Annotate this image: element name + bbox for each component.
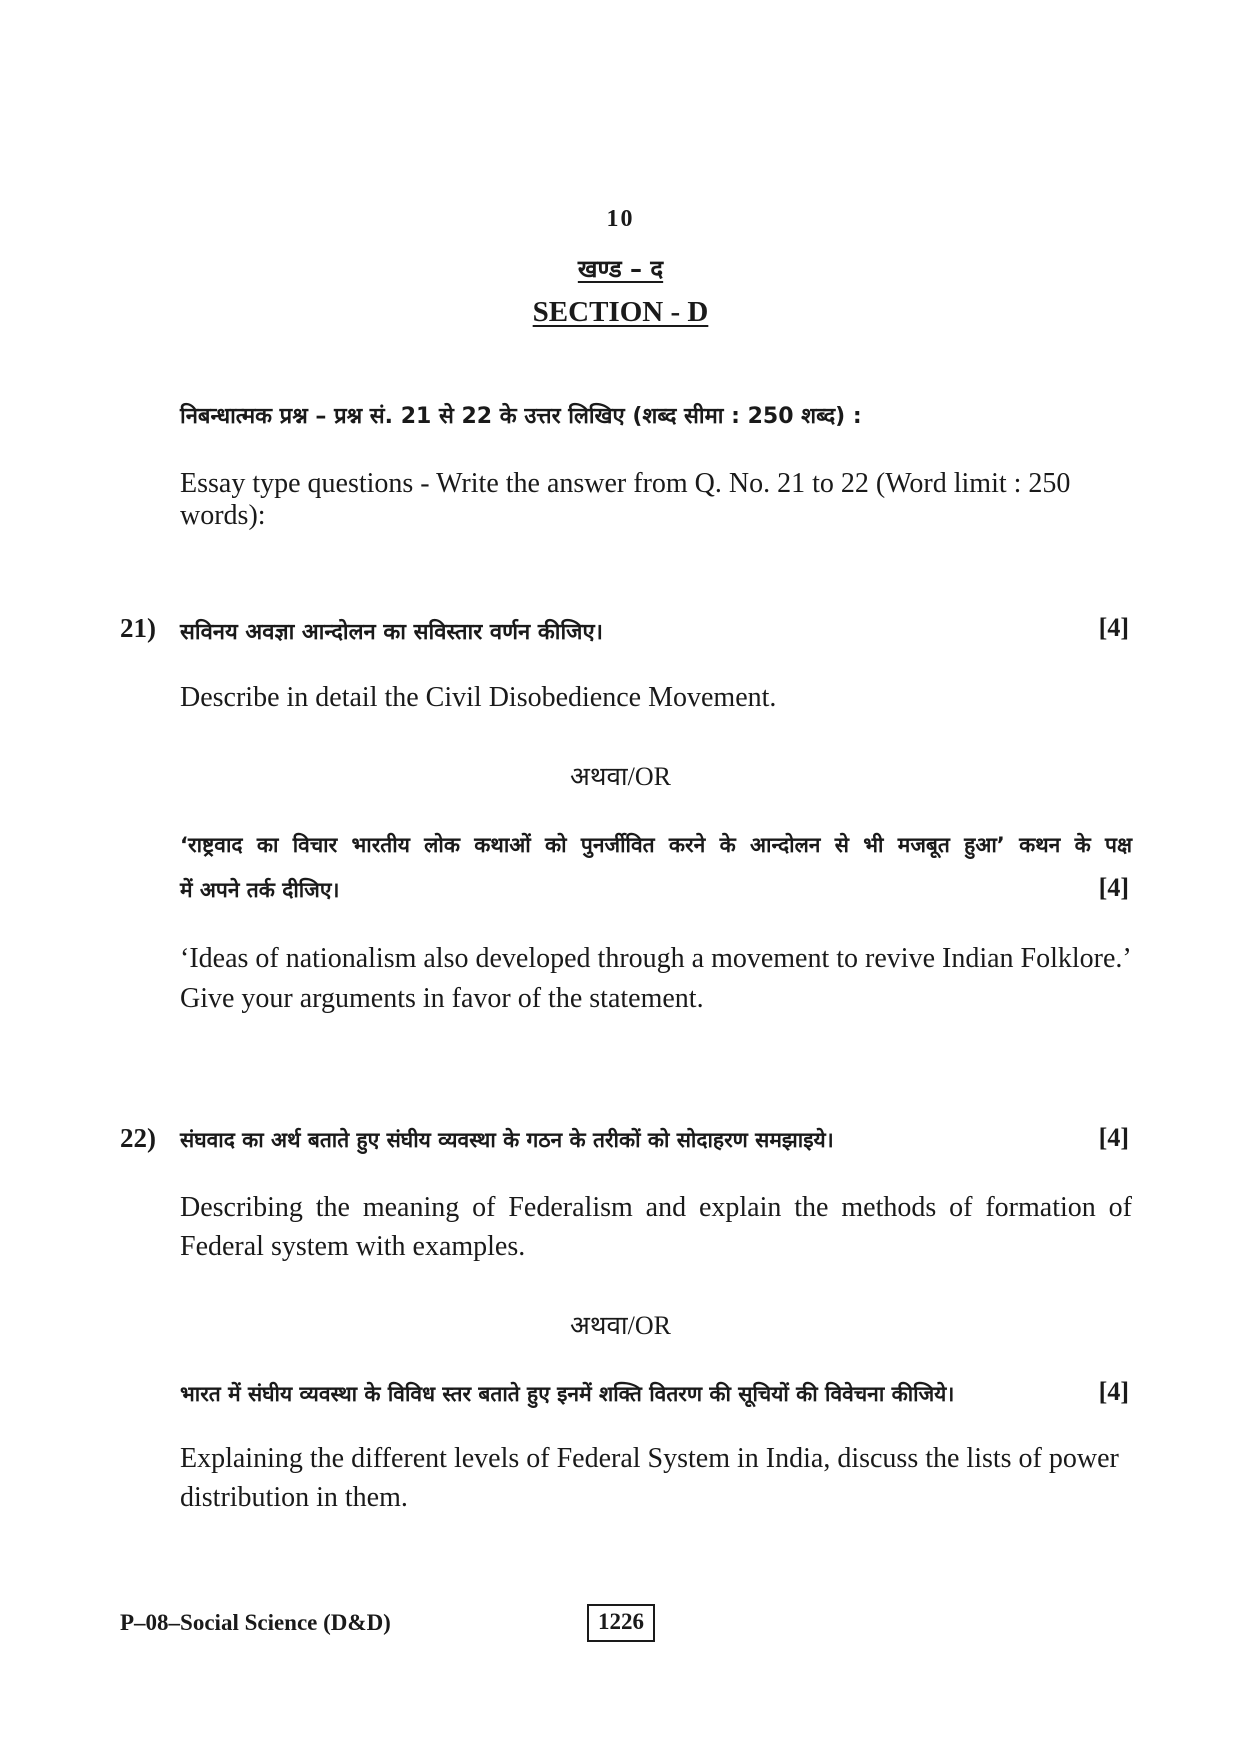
instructions-english: Essay type questions - Write the answer from Q. No. 21 to 22 (Word limit : 250 words):	[180, 468, 1071, 531]
page-number: 10	[606, 206, 635, 232]
question-22-or: अथवा/OR	[569, 1311, 671, 1340]
question-21-alt-english-line2: Give your arguments in favor of the statement.	[180, 983, 704, 1014]
hindi-section-heading: खण्ड – द	[577, 255, 664, 283]
question-22-english-line1: Describing the meaning of Federalism and explain the methods of formation of	[180, 1192, 1132, 1223]
question-22-alt-english-line1: Explaining the different levels of Federal System in India, discuss the lists of power	[180, 1443, 1119, 1474]
question-22-hindi: संघवाद का अर्थ बताते हुए संघीय व्यवस्था के गठन के तरीकों को सोदाहरण समझाइये।	[180, 1128, 834, 1152]
question-22-alt-marks: [4]	[1098, 1377, 1129, 1406]
question-21-alt-marks: [4]	[1098, 873, 1129, 902]
question-21-alt-hindi-line1: ‘राष्ट्रवाद का विचार भारतीय लोक कथाओं को पुनर्जीवित करने के आन्दोलन से भी मजबूत हुआ’ कथन के पक्ष	[180, 833, 1132, 857]
question-21-marks: [4]	[1098, 613, 1129, 642]
question-21-alt-english-line1: ‘Ideas of nationalism also developed through a movement to revive Indian Folklore.’	[180, 943, 1132, 974]
question-22-english-line2: Federal system with examples.	[180, 1231, 526, 1262]
section-heading: SECTION - D	[532, 296, 709, 328]
footer-code-box: 1226	[587, 1604, 655, 1642]
question-21-or: अथवा/OR	[569, 762, 671, 791]
question-21-english: Describe in detail the Civil Disobedience Movement.	[180, 682, 777, 713]
question-22-alt-english-line2: distribution in them.	[180, 1482, 408, 1513]
question-22-marks: [4]	[1098, 1123, 1129, 1152]
question-22-alt-hindi: भारत में संघीय व्यवस्था के विविध स्तर बताते हुए इनमें शक्ति वितरण की सूचियों की विवेचना कीजिये।	[180, 1382, 955, 1406]
question-21-number: 21)	[120, 613, 156, 643]
question-21-hindi: सविनय अवज्ञा आन्दोलन का सविस्तार वर्णन कीजिए।	[180, 620, 604, 645]
footer-paper-code: P–08–Social Science (D&D)	[120, 1610, 391, 1635]
question-21-alt-hindi-line2: में अपने तर्क दीजिए।	[180, 878, 340, 902]
instructions-hindi: निबन्धात्मक प्रश्न – प्रश्न सं. 21 से 22 के उत्तर लिखिए (शब्द सीमा : 250 शब्द) :	[180, 404, 862, 429]
question-22-number: 22)	[120, 1123, 156, 1153]
